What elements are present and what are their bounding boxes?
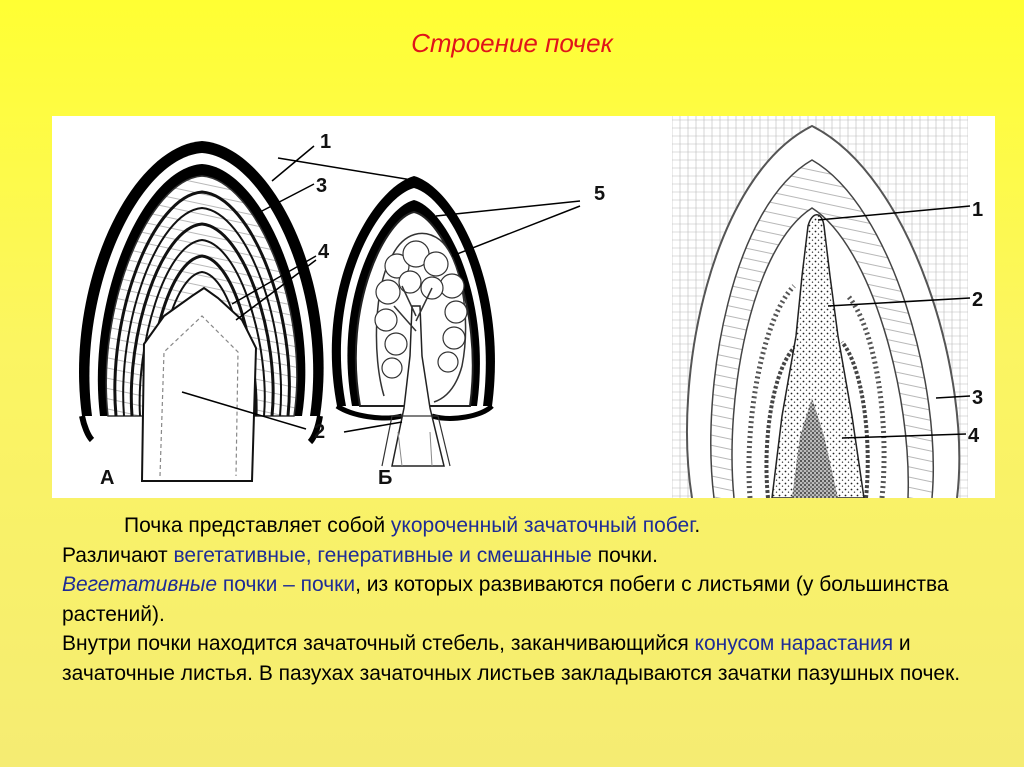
paragraph-types: Различают вегетативные, генеративные и смешанные почки.	[62, 543, 658, 567]
paragraph-definition: Почка представляет собой укороченный зачаточный побег.	[124, 514, 701, 537]
apex-section-drawing	[672, 116, 983, 498]
label-a-3: 3	[316, 175, 328, 197]
label-a-2: 2	[314, 421, 326, 443]
label-c-4: 4	[968, 425, 980, 447]
bud-structure-figure	[52, 116, 995, 498]
term-vegetative: Вегетативные	[62, 573, 218, 596]
label-b-letter: Б	[378, 467, 393, 489]
label-b-5: 5	[594, 183, 606, 205]
label-a-1: 1	[320, 131, 332, 153]
label-c-3: 3	[972, 387, 984, 409]
label-c-2: 2	[972, 289, 984, 311]
label-a-4: 4	[318, 241, 330, 263]
paragraph-inside: Внутри почки находится зачаточный стебель, заканчивающийся конусом нарастания и зачаточные листья. В пазухах зачаточных листьев закладываются зачатки пазушных почек.	[62, 632, 961, 685]
paragraph-vegetative: Вегетативные почки – почки, из которых развиваются побеги с листьями (у большинства растений).	[62, 573, 949, 626]
bud-drawing-b	[278, 158, 605, 489]
term-growth-cone: конусом нарастания	[694, 632, 894, 655]
bud-drawing-a	[79, 131, 331, 489]
label-c-1: 1	[972, 199, 984, 221]
slide-title: Строение почек	[411, 28, 613, 58]
description-text	[62, 511, 962, 688]
term-bud-types: вегетативные, генеративные и смешанные	[173, 543, 592, 567]
term-shortened-shoot: укороченный зачаточный побег	[390, 514, 695, 537]
label-a-letter: А	[100, 467, 115, 489]
